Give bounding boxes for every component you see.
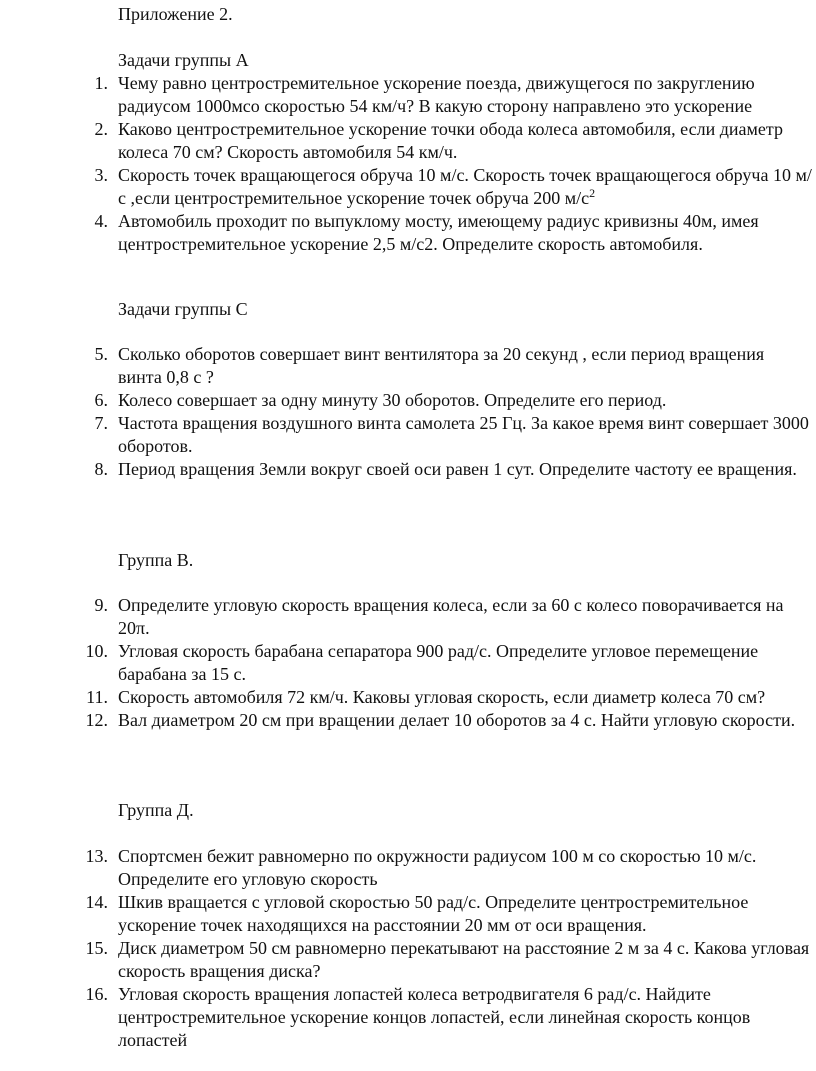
task-number: 6. bbox=[94, 390, 108, 410]
task-number: 15. bbox=[85, 938, 108, 958]
page-title: Приложение 2. bbox=[118, 4, 233, 24]
task-number: 9. bbox=[94, 595, 108, 615]
task-text: Колесо совершает за одну минуту 30 оборотов. Определите его период. bbox=[118, 390, 667, 410]
task-list-c bbox=[0, 343, 816, 481]
task-item bbox=[0, 72, 816, 118]
task-item bbox=[0, 937, 816, 983]
task-number: 16. bbox=[85, 984, 108, 1004]
task-text: Каково центростремительное ускорение точки обода колеса автомобиля, если диаметр колеса 70 см? Скорость автомобиля 54 км/ч. bbox=[118, 119, 783, 162]
task-item bbox=[0, 343, 816, 389]
task-number: 14. bbox=[85, 892, 108, 912]
task-item bbox=[0, 412, 816, 458]
task-list-a bbox=[0, 72, 816, 256]
task-text: Сколько оборотов совершает винт вентилятора за 20 секунд , если период вращения винта 0,8 с ? bbox=[118, 344, 765, 387]
task-item bbox=[0, 891, 816, 937]
task-text: Шкив вращается с угловой скоростью 50 рад/с. Определите центростремительное ускорение точек находящихся на расстоянии 20 мм от оси вращения. bbox=[118, 892, 749, 935]
task-list-d bbox=[0, 845, 816, 1052]
task-number: 13. bbox=[85, 846, 108, 866]
section-heading-d: Группа Д. bbox=[118, 800, 194, 820]
task-text: Угловая скорость барабана сепаратора 900 рад/с. Определите угловое перемещение барабана за 15 с. bbox=[118, 641, 759, 684]
task-item bbox=[0, 640, 816, 686]
task-text: Вал диаметром 20 см при вращении делает 10 оборотов за 4 с. Найти угловую скорости. bbox=[118, 710, 796, 730]
task-text: Период вращения Земли вокруг своей оси равен 1 сут. Определите частоту ее вращения. bbox=[118, 459, 797, 479]
task-text: Угловая скорость вращения лопастей колеса ветродвигателя 6 рад/с. Найдите центростремительное ускорение концов лопастей, если линейная скорость концов лопастей bbox=[118, 984, 751, 1050]
task-number: 2. bbox=[94, 119, 108, 139]
task-text: Чему равно центростремительное ускорение поезда, движущегося по закруглению радиусом 1000мсо скоростью 54 км/ч? В какую сторону направлено это ускорение bbox=[118, 73, 755, 116]
task-number: 10. bbox=[85, 641, 108, 661]
task-number: 3. bbox=[94, 165, 108, 185]
task-number: 4. bbox=[94, 211, 108, 231]
task-text: Диск диаметром 50 см равномерно перекатывают на расстояние 2 м за 4 с. Какова угловая скорость вращения диска? bbox=[118, 938, 810, 981]
task-item bbox=[0, 389, 816, 412]
task-item bbox=[0, 686, 816, 709]
task-item bbox=[0, 210, 816, 256]
section-heading-c: Задачи группы С bbox=[118, 299, 248, 319]
task-item bbox=[0, 983, 816, 1052]
task-text: Скорость автомобиля 72 км/ч. Каковы угловая скорость, если диаметр колеса 70 см? bbox=[118, 687, 766, 707]
task-text: Определите угловую скорость вращения колеса, если за 60 с колесо поворачивается на 20π. bbox=[118, 595, 784, 638]
task-item bbox=[0, 164, 816, 210]
task-item bbox=[0, 845, 816, 891]
section-heading-b: Группа В. bbox=[118, 550, 194, 570]
task-text: Частота вращения воздушного винта самолета 25 Гц. За какое время винт совершает 3000 оборотов. bbox=[118, 413, 809, 456]
task-item bbox=[0, 458, 816, 481]
task-number: 12. bbox=[85, 710, 108, 730]
task-text: Спортсмен бежит равномерно по окружности радиусом 100 м со скоростью 10 м/с. Определите его угловую скорость bbox=[118, 846, 757, 889]
task-number: 5. bbox=[94, 344, 108, 364]
task-item bbox=[0, 594, 816, 640]
task-item bbox=[0, 118, 816, 164]
task-superscript: 2 bbox=[589, 186, 596, 200]
task-item bbox=[0, 709, 816, 732]
task-number: 7. bbox=[94, 413, 108, 433]
task-text: Автомобиль проходит по выпуклому мосту, имеющему радиус кривизны 40м, имея центростремительное ускорение 2,5 м/с2. Определите скорость автомобиля. bbox=[118, 211, 759, 254]
task-number: 11. bbox=[86, 687, 108, 707]
task-list-b bbox=[0, 594, 816, 732]
task-text: Скорость точек вращающегося обруча 10 м/с. Скорость точек вращающегося обруча 10 м/с ,если центростремительное ускорение точек обруча 200 м/с bbox=[118, 165, 812, 208]
section-heading-a: Задачи группы А bbox=[118, 50, 249, 70]
task-number: 1. bbox=[94, 73, 108, 93]
task-number: 8. bbox=[94, 459, 108, 479]
